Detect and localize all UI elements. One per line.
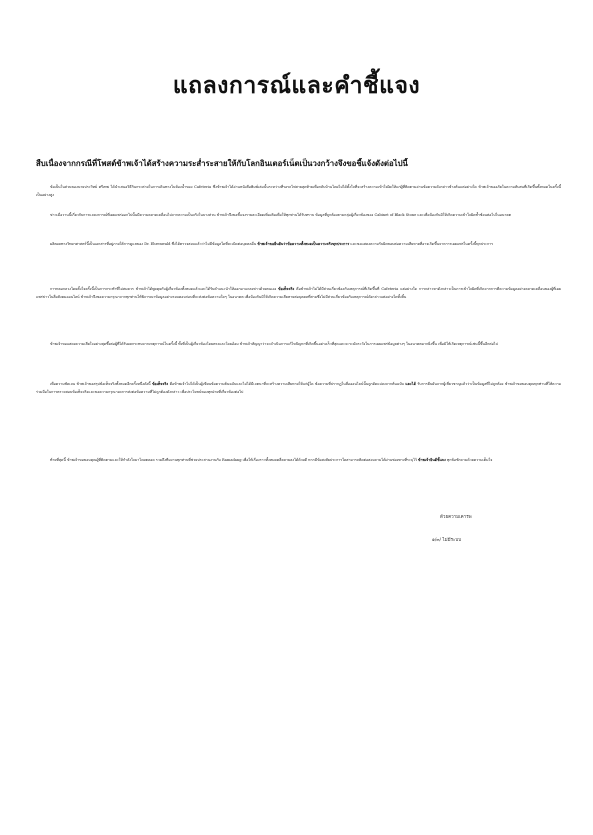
paragraph-6-tail-2: รับการยืนยันจากผู้เชี่ยวชาญแล้วว่าเป็นข้อมูลที่ไม่ถูกต้อง ข้าพเจ้าขอขอบคุณทุกท่านที่ให้ความร่วมมือในการตรวจสอบข้อเท็จจริงและขอความกรุณางดการส่งต่อข้อความที่ไม่ถูกต้องดังกล่าว เพื่อประโยชน์ของทุกฝ่ายที่เกี่ยวข้องต่อไป: [36, 382, 561, 395]
paragraph-6-tail: คือข้าพเจ้าไม่ได้เป็นผู้เขียนข้อความต้นฉบับและไม่ได้มีเจตนาที่จะสร้างความเสียหายให้แก่ผู้ใด ข้อความที่ปรากฏในสื่อออนไลน์นั้นถูกดัดแปลงจากต้นฉบับ: [168, 382, 406, 386]
intro-heading: สืบเนื่องจากกรณีที่โพสต์ข้าพเจ้าได้สร้างความระส่ำระสายให้กับโลกอินเตอร์เน็ตเป็นวงกว้างจึงขอชี้แจ้งดังต่อไปนี้: [36, 159, 408, 168]
paragraph-5: [36, 340, 561, 348]
signature-label: ด้วยความเคารพ: [440, 515, 472, 520]
paragraph-2-text: ข่าวเมื่อวานนี้เกี่ยวกับการแถลงการณ์ที่เผยแพร่ออกไปนั้นมีความคลาดเคลื่อนไปจากความเป็นจริงในบางส่วน ข้าพเจ้าจึงขอชี้แจงรายละเอียดเพิ่มเติมเพื่อให้ทุกท่านได้รับทราบ ข้อมูลที่ถูกต้องตามกลุ่มผู้เกี่ยวข้องของ Cabinet of Black Stone และเพื่อป้องกันมิให้เกิดความเข้าใจผิดซ้ำซ้อนต่อไปในอนาคต: [50, 213, 512, 217]
paragraph-6-bold: ข้อเท็จจริง: [152, 382, 169, 386]
paragraph-7-bold: ข้าพเจ้ายินดีชี้แจง: [418, 458, 446, 462]
paragraph-3-tail: และขอแสดงความรับผิดชอบต่อความเสียหายที่อาจเกิดขึ้นจากการเผยแพร่ในครั้งนี้ทุกประการ: [349, 242, 494, 246]
signature-date: ๑/๓/ ไม่มีระบบ: [432, 538, 462, 543]
paragraph-6-bold-2: และได้: [405, 382, 416, 386]
paragraph-4: [36, 285, 561, 302]
paragraph-6-text: เพื่อความชัดเจน ข้าพเจ้าขอสรุปข้อเท็จจริงทั้งหมดอีกครั้งหนึ่งดังนี้: [50, 382, 153, 386]
paragraph-4-bold: ข้อเท็จจริง: [278, 287, 295, 291]
paragraph-3: [36, 240, 561, 248]
paragraph-4-tail: คือข้าพเจ้าไม่ได้มีส่วนเกี่ยวข้องกับเหตุการณ์ที่เกิดขึ้นที่ Cafeteria แต่อย่างใด การกล่าวหาดังกล่าวเป็นการเข้าใจผิดที่เกิดจากการตีความข้อมูลอย่างคลาดเคลื่อนของผู้ที่เผยแพร่ข่าวในสื่อสังคมออนไลน์ ข้าพเจ้าจึงขอความกรุณาจากทุกท่านให้พิจารณาข้อมูลอย่างรอบคอบก่อนที่จะส่งต่อข้อความใดๆ ในอนาคต เพื่อป้องกันมิให้เกิดความเสียหายต่อบุคคลที่สามซึ่งไม่มีส่วนเกี่ยวข้องกับเหตุการณ์ดังกล่าวแต่อย่างใดทั้งสิ้น: [36, 287, 561, 300]
paragraph-6: [36, 380, 561, 397]
document-title: แถลงการณ์และคำชี้แจง: [172, 73, 421, 99]
paragraph-1-text: ข้อเป็นในส่วนของนายประวิทย์ ศรีเทพ ได้นำเสนอวิธีกินกระต่ายในการเดินทางในห้องน้ำของ Cafeteria ซึ่งข้าพเจ้าได้อ่านหนังสือพิมพ์เล่มนั้นระหว่างที่รอรถไฟสายสุดท้ายเพื่อกลับบ้านโดยไม่ได้ตั้งใจที่จะสร้างความเข้าใจผิดให้แก่ผู้ที่ติดตามอ่านข้อความดังกล่าวข้างต้นแต่อย่างใด ข้าพเจ้าขออภัยในความสับสนที่เกิดขึ้นทั้งหมดในครั้งนี้เป็นอย่างสูง: [36, 185, 561, 198]
paragraph-5-text: ข้าพเจ้าขอแสดงความเสียใจอย่างสุดซึ้งต่อผู้ที่ได้รับผลกระทบจากเหตุการณ์ในครั้งนี้ ทั้งที่เป็นผู้เกี่ยวข้องโดยตรงและโดยอ้อม ข้าพเจ้าสัญญาว่าจะดำเนินการแก้ไขปัญหาที่เกิดขึ้นอย่างเร็วที่สุดและจะระมัดระวังในการเผยแพร่ข้อมูลต่างๆ ในอนาคตมากยิ่งขึ้น เพื่อมิให้เกิดเหตุการณ์เช่นนี้ขึ้นอีกต่อไป: [50, 342, 498, 346]
paragraph-2: [36, 211, 561, 219]
paragraph-7: [36, 456, 561, 464]
paragraph-4-text: การหลอกลวงโดยตั้งใจครั้งนี้เป็นการกระทำที่ไม่สมควร ข้าพเจ้าได้พูดคุยกับผู้เกี่ยวข้องทั้งหมดแล้วและได้รับคำแนะนำให้ออกมาแถลงข่าวด้วยตนเอง: [50, 287, 279, 291]
paragraph-7-text: ท้ายที่สุดนี้ ข้าพเจ้าขอขอบคุณผู้ที่ติดตามและให้กำลังใจมาโดยตลอด รวมถึงทีมงานทุกท่านที่ช่วยประสานงานกับ Ramadang เพื่อให้เรื่องราวทั้งหมดคลี่คลายลงได้ด้วยดี หากมีข้อสงสัยประการใดสามารถติดต่อสอบถามได้ผ่านช่องทางที่ระบุไว้: [50, 458, 419, 462]
paragraph-7-tail: ทุกข้อซักถามด้วยความเต็มใจ: [445, 458, 493, 462]
paragraph-3-bold: ข้าพเจ้าขอยืนยันว่าข้อความทั้งหมดเป็นความจริงทุกประการ: [257, 242, 350, 246]
paragraph-1: [36, 183, 561, 200]
paragraph-3-text: ผลิตผลทางวิทยาศาสตร์นี้เป็นเอกสารที่อยู่ภายใต้การดูแลของ Dr. Ehrenwald ซึ่งได้ตรวจสอบแล้วว่าไม่มีข้อมูลใดที่ละเมิดต่อบุคคลอื่น: [50, 242, 258, 246]
